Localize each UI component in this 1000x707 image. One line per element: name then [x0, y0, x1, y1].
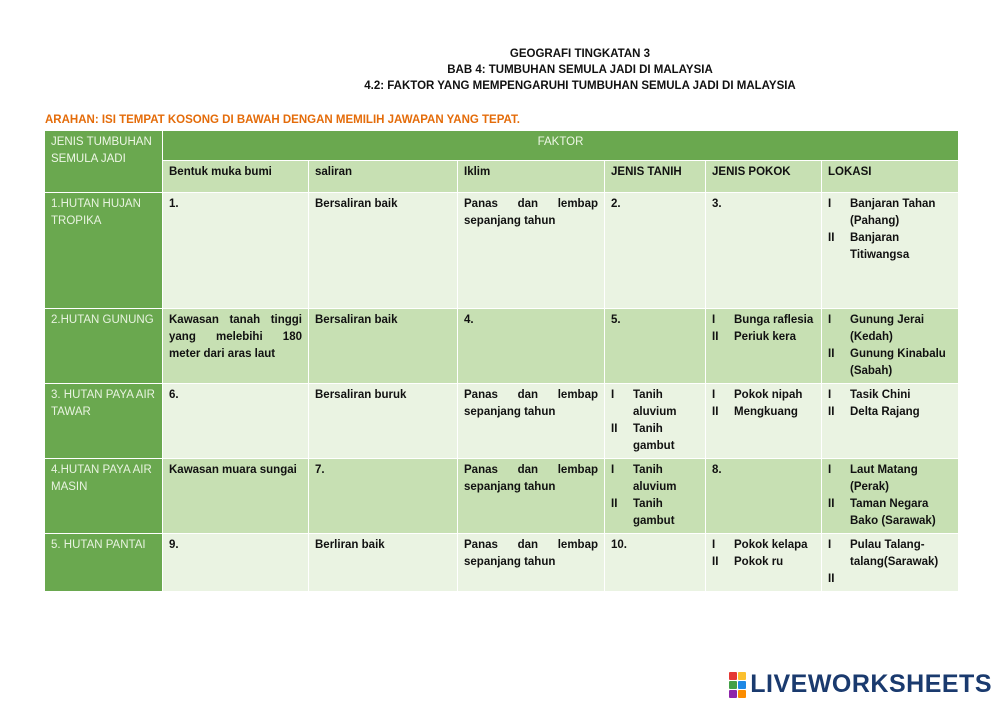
saliran-cell — [309, 309, 458, 384]
pokok-cell — [706, 459, 822, 534]
list-text: Laut Matang (Perak) — [850, 464, 918, 493]
list-item — [712, 404, 815, 421]
factors-table — [44, 130, 959, 592]
cell-text: 4. — [464, 314, 474, 326]
table-row — [45, 534, 959, 592]
list-numeral: II — [611, 498, 618, 510]
list-text: Banjaran Titiwangsa — [850, 232, 910, 261]
cell-text: Panas dan lembap sepanjang tahun — [464, 389, 598, 418]
list-numeral: II — [712, 331, 719, 343]
list-item — [712, 329, 815, 346]
list-text: Tanih aluvium — [633, 464, 677, 493]
list-text: Pokok kelapa — [734, 539, 808, 551]
list-numeral: II — [828, 573, 835, 585]
list-text: Gunung Jerai (Kedah) — [850, 314, 925, 343]
list-item — [828, 230, 952, 264]
list-item — [828, 404, 952, 421]
list-numeral: II — [712, 406, 719, 418]
list-item — [828, 462, 952, 496]
bentuk-cell — [163, 534, 309, 592]
lokasi-cell — [822, 309, 959, 384]
bentuk-cell — [163, 309, 309, 384]
col-header-tanih: JENIS TANIH — [605, 161, 706, 193]
logo-text: LIVEWORKSHEETS — [750, 670, 992, 698]
cell-text: 1. — [169, 198, 179, 210]
list-numeral: I — [611, 464, 615, 476]
vegetation-type-cell: 1.HUTAN HUJAN TROPIKA — [45, 193, 163, 309]
tanih-cell — [605, 534, 706, 592]
list-item — [828, 537, 952, 571]
list-numeral: I — [828, 198, 832, 210]
list-item — [828, 387, 952, 404]
list-text: Bunga raflesia — [734, 314, 814, 326]
list-numeral: I — [828, 539, 832, 551]
lokasi-cell — [822, 384, 959, 459]
corner-header: JENIS TUMBUHAN SEMULA JADI — [45, 131, 163, 193]
list-text: Pokok nipah — [734, 389, 803, 401]
list-item — [828, 196, 952, 230]
vegetation-type-cell: 5. HUTAN PANTAI — [45, 534, 163, 592]
list-item — [828, 312, 952, 346]
list-numeral: II — [828, 406, 835, 418]
list-item — [828, 496, 952, 530]
liveworksheets-logo — [729, 670, 992, 699]
cell-text: Panas dan lembap sepanjang tahun — [464, 464, 598, 493]
page-titles — [0, 46, 1000, 94]
list-numeral: I — [828, 464, 832, 476]
faktor-header: FAKTOR — [163, 131, 959, 161]
pokok-cell — [706, 534, 822, 592]
list-text: Tasik Chini — [850, 389, 911, 401]
list-item — [712, 312, 815, 329]
vegetation-type-cell: 3. HUTAN PAYA AIR TAWAR — [45, 384, 163, 459]
pokok-cell — [706, 193, 822, 309]
logo-square — [738, 672, 746, 680]
list-item — [712, 387, 815, 404]
logo-mark-icon — [729, 672, 746, 698]
list-numeral: I — [712, 389, 716, 401]
saliran-cell — [309, 193, 458, 309]
list-numeral: II — [828, 232, 835, 244]
list-text: Pulau Talang-talang(Sarawak) — [850, 539, 939, 568]
list-text: Delta Rajang — [850, 406, 920, 418]
list-numeral: I — [828, 389, 832, 401]
vegetation-type-cell: 2.HUTAN GUNUNG — [45, 309, 163, 384]
col-header-bentuk: Bentuk muka bumi — [163, 161, 309, 193]
subject-title: GEOGRAFI TINGKATAN 3 — [509, 48, 651, 60]
list-numeral: II — [828, 498, 835, 510]
cell-text: 2. — [611, 198, 621, 210]
cell-text: 9. — [169, 539, 179, 551]
iklim-cell — [458, 309, 605, 384]
table-row — [45, 384, 959, 459]
logo-square — [738, 690, 746, 698]
cell-text: 10. — [611, 539, 627, 551]
list-item — [611, 496, 699, 530]
list-text: Tanih gambut — [633, 498, 675, 527]
list-item — [611, 387, 699, 421]
logo-square — [729, 681, 737, 689]
list-text: Tanih aluvium — [633, 389, 677, 418]
list-text: Periuk kera — [734, 331, 797, 343]
list-text — [850, 571, 952, 588]
saliran-cell — [309, 384, 458, 459]
pokok-cell — [706, 309, 822, 384]
tanih-cell — [605, 459, 706, 534]
list-item — [611, 421, 699, 455]
list-numeral: I — [828, 314, 832, 326]
chapter-title: BAB 4: TUMBUHAN SEMULA JADI DI MALAYSIA — [447, 64, 713, 76]
iklim-cell — [458, 534, 605, 592]
list-text: Taman Negara Bako (Sarawak) — [850, 498, 936, 527]
list-item — [712, 554, 815, 571]
list-numeral: II — [828, 348, 835, 360]
list-numeral: II — [611, 423, 618, 435]
list-item — [611, 462, 699, 496]
saliran-cell — [309, 534, 458, 592]
list-item — [828, 571, 952, 588]
vegetation-type-cell: 4.HUTAN PAYA AIR MASIN — [45, 459, 163, 534]
cell-text: 7. — [315, 464, 325, 476]
list-item — [828, 346, 952, 380]
cell-text: Berliran baik — [315, 539, 385, 551]
list-numeral: II — [712, 556, 719, 568]
cell-text: 8. — [712, 464, 722, 476]
logo-square — [738, 681, 746, 689]
lokasi-cell — [822, 534, 959, 592]
list-text: Banjaran Tahan (Pahang) — [850, 198, 936, 227]
logo-square — [729, 672, 737, 680]
col-header-saliran: saliran — [309, 161, 458, 193]
cell-text: Bersaliran baik — [315, 198, 398, 210]
list-text: Pokok ru — [734, 556, 784, 568]
cell-text: Bersaliran baik — [315, 314, 398, 326]
tanih-cell — [605, 193, 706, 309]
section-title: 4.2: FAKTOR YANG MEMPENGARUHI TUMBUHAN SEMULA JADI DI MALAYSIA — [364, 80, 796, 92]
cell-text: 5. — [611, 314, 621, 326]
list-text: Tanih gambut — [633, 423, 675, 452]
iklim-cell — [458, 193, 605, 309]
pokok-cell — [706, 384, 822, 459]
iklim-cell — [458, 459, 605, 534]
cell-text: Kawasan muara sungai — [169, 464, 297, 476]
cell-text: Panas dan lembap sepanjang tahun — [464, 539, 598, 568]
bentuk-cell — [163, 459, 309, 534]
cell-text: Kawasan tanah tinggi yang melebihi 180 meter dari aras laut — [169, 314, 302, 360]
logo-square — [729, 690, 737, 698]
tanih-cell — [605, 384, 706, 459]
col-header-iklim: Iklim — [458, 161, 605, 193]
cell-text: Bersaliran buruk — [315, 389, 407, 401]
table-row — [45, 459, 959, 534]
cell-text: 6. — [169, 389, 179, 401]
col-header-lokasi: LOKASI — [822, 161, 959, 193]
list-numeral: I — [611, 389, 615, 401]
saliran-cell — [309, 459, 458, 534]
list-numeral: I — [712, 314, 716, 326]
bentuk-cell — [163, 193, 309, 309]
tanih-cell — [605, 309, 706, 384]
instruction-text: ARAHAN: ISI TEMPAT KOSONG DI BAWAH DENGAN MEMILIH JAWAPAN YANG TEPAT. — [45, 114, 520, 126]
cell-text: Panas dan lembap sepanjang tahun — [464, 198, 598, 227]
iklim-cell — [458, 384, 605, 459]
table-row — [45, 309, 959, 384]
lokasi-cell — [822, 459, 959, 534]
list-text: Gunung Kinabalu (Sabah) — [850, 348, 946, 377]
list-item — [712, 537, 815, 554]
list-numeral: I — [712, 539, 716, 551]
bentuk-cell — [163, 384, 309, 459]
cell-text: 3. — [712, 198, 722, 210]
lokasi-cell — [822, 193, 959, 309]
table-row — [45, 193, 959, 309]
list-text: Mengkuang — [734, 406, 798, 418]
col-header-pokok: JENIS POKOK — [706, 161, 822, 193]
